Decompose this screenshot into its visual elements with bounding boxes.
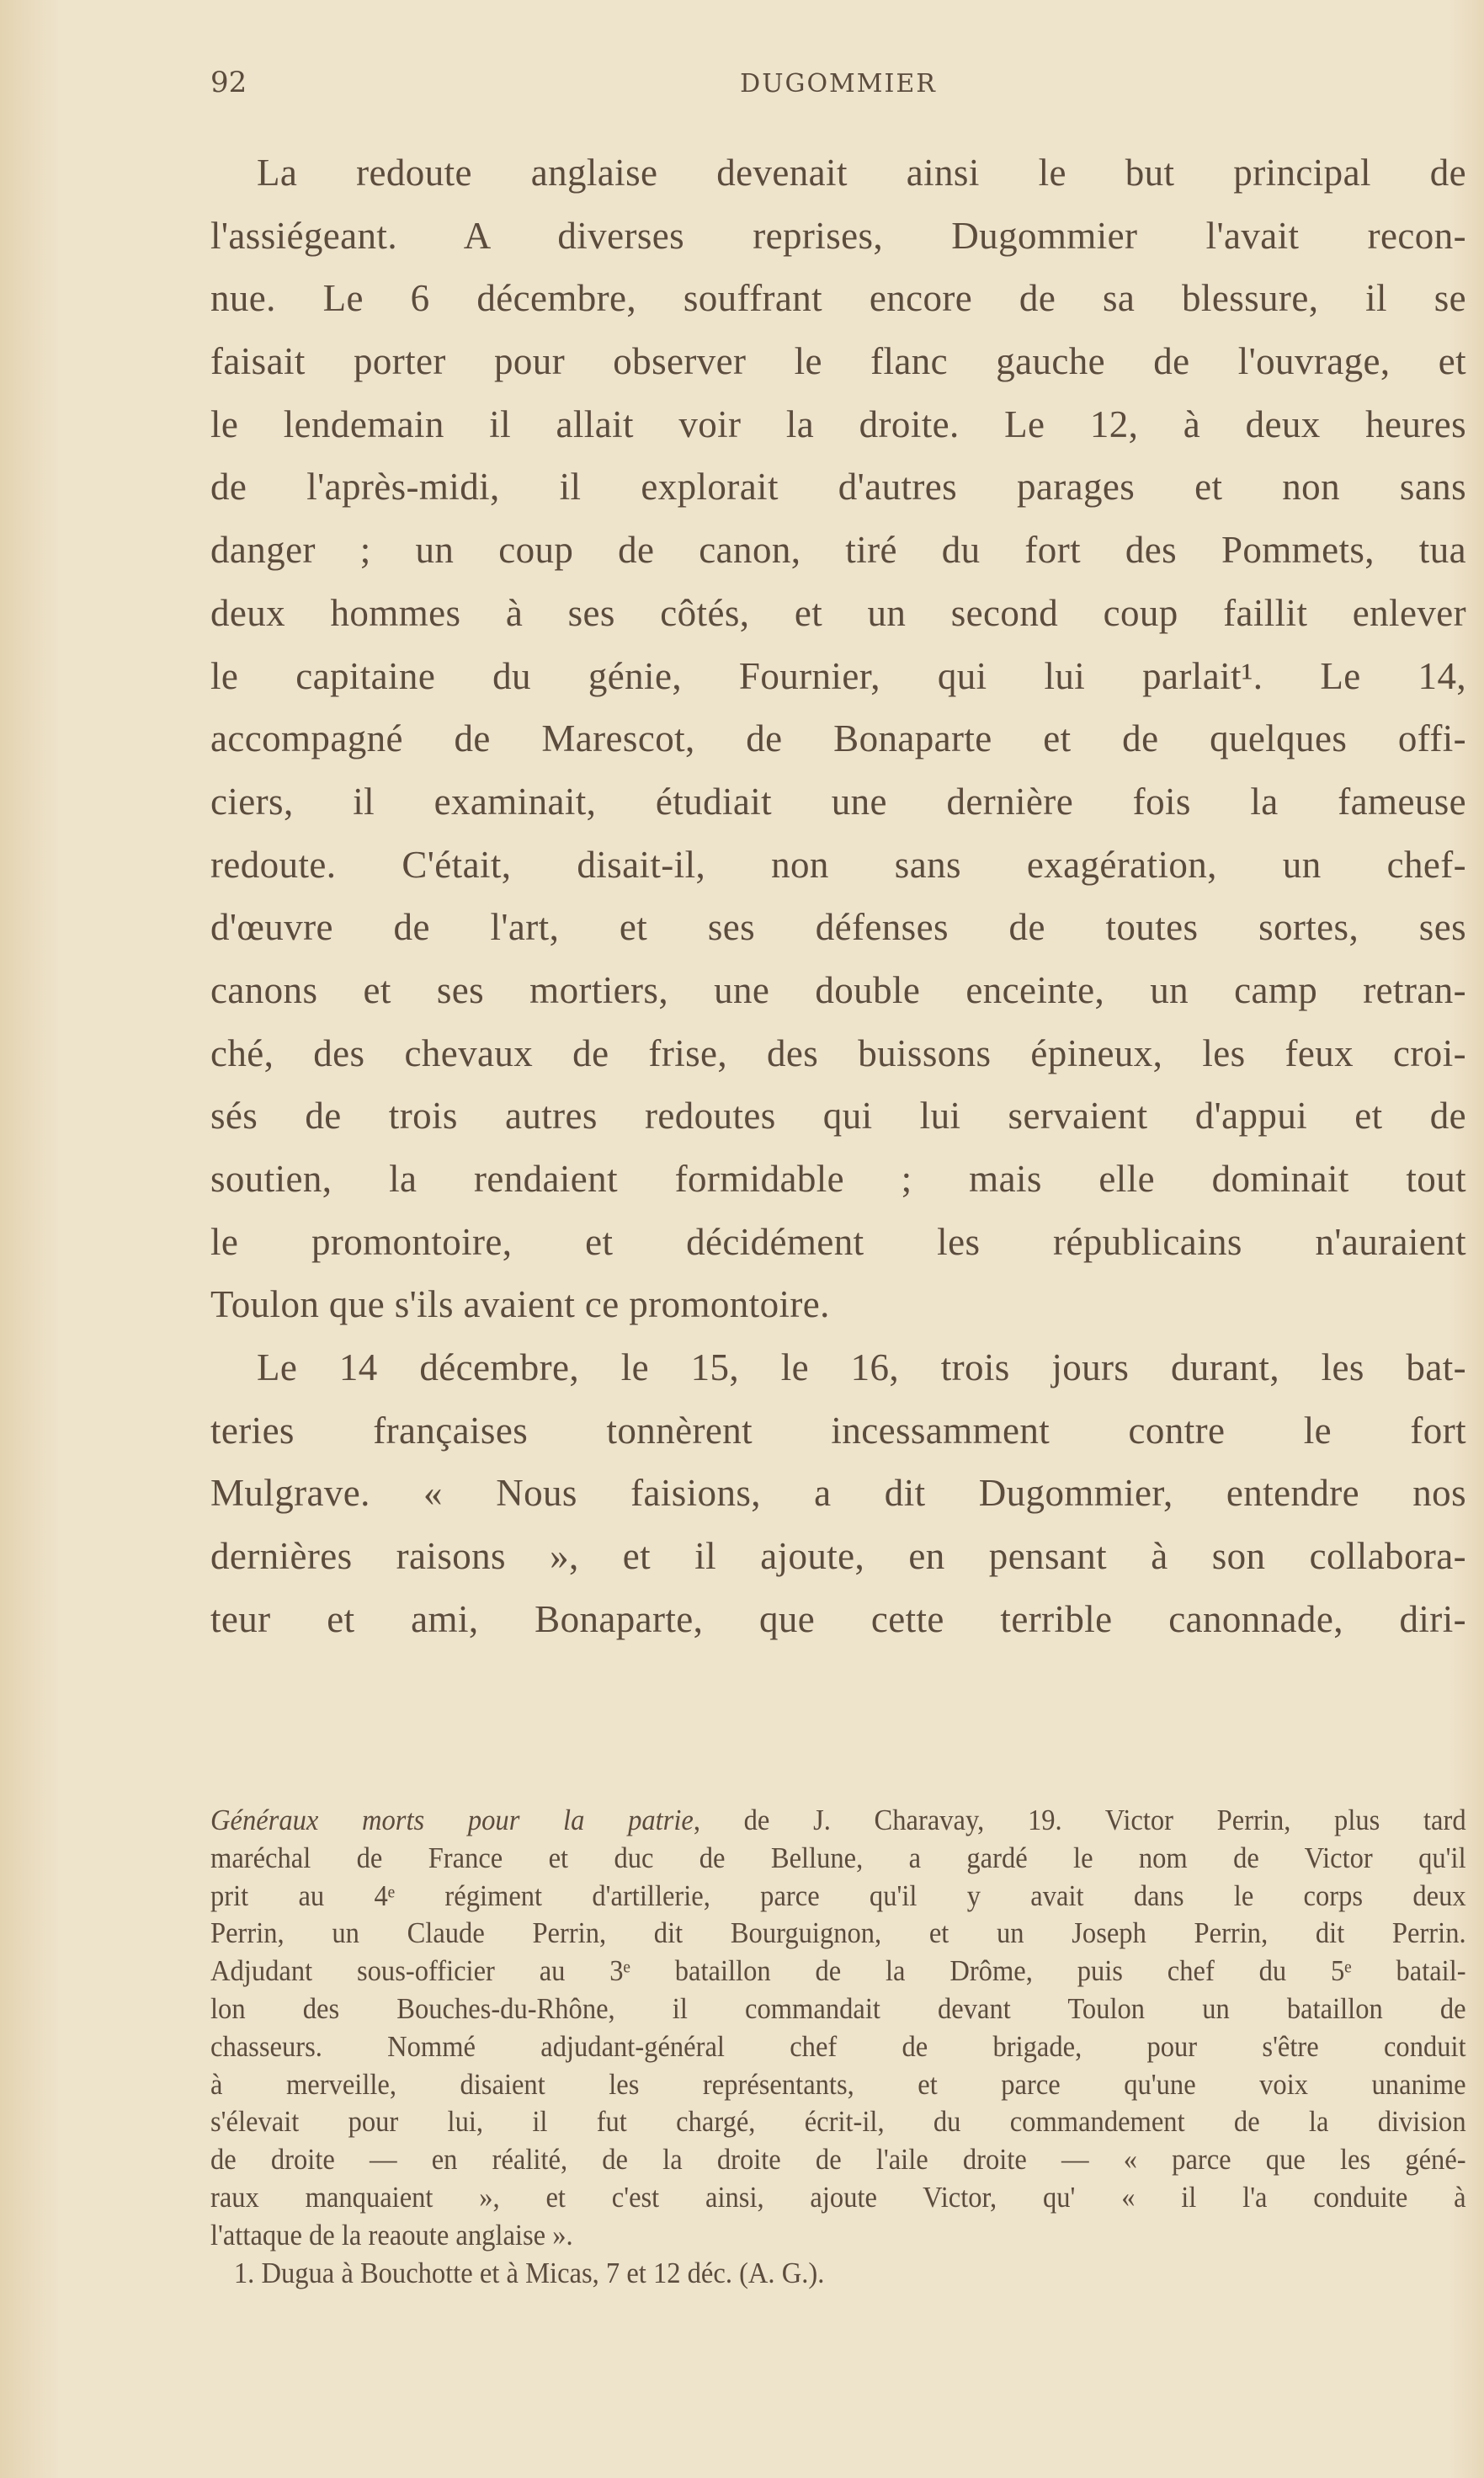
footnote-line: l'attaque de la reaoute anglaise ».	[210, 2218, 573, 2252]
body-line: d'œuvre de l'art, et ses défenses de toutes sortes, ses	[210, 906, 1466, 949]
footnote-line: maréchal de France et duc de Bellune, a gardé le nom de Victor qu'il	[210, 1841, 1466, 1874]
page-header	[210, 66, 1466, 108]
footnote-line: chasseurs. Nommé adjudant-général chef de brigade, pour s'être conduit	[210, 2029, 1466, 2063]
footnote-line: Adjudant sous-officier au 3ᵉ bataillon de la Drôme, puis chef du 5ᵉ batail-	[210, 1954, 1466, 1988]
body-line: le promontoire, et décidément les républicains n'auraient	[210, 1220, 1466, 1263]
footnotes	[210, 1802, 1466, 2292]
body-line: teries françaises tonnèrent incessamment contre le fort	[210, 1409, 1466, 1452]
body-line: le capitaine du génie, Fournier, qui lui parlait¹. Le 14,	[210, 654, 1466, 697]
footnote-line: de droite — en réalité, de la droite de l'aile droite — « parce que les géné-	[210, 2143, 1466, 2177]
body-line: faisait porter pour observer le flanc gauche de l'ouvrage, et	[210, 340, 1466, 383]
footnote-line: Perrin, un Claude Perrin, dit Bourguignon, et un Joseph Perrin, dit Perrin.	[210, 1916, 1466, 1950]
body-line: Mulgrave. « Nous faisions, a dit Dugommier, entendre nos	[210, 1472, 1466, 1515]
footnote-1: 1. Dugua à Bouchotte et à Micas, 7 et 12 déc. (A. G.).	[233, 2256, 825, 2289]
body-line: sés de trois autres redoutes qui lui servaient d'appui et de	[210, 1095, 1466, 1138]
footnote-line: raux manquaient », et c'est ainsi, ajoute Victor, qu' « il l'a conduite à	[210, 2180, 1466, 2214]
footnote-line: s'élevait pour lui, il fut chargé, écrit-il, du commandement de la division	[210, 2105, 1466, 2139]
footnote-book-title: Généraux morts pour la patrie	[210, 1804, 694, 1836]
body-line: canons et ses mortiers, une double enceinte, un camp retran-	[210, 968, 1466, 1011]
body-line: accompagné de Marescot, de Bonaparte et de quelques offi-	[210, 717, 1466, 760]
body-line: de l'après-midi, il explorait d'autres parages et non sans	[210, 466, 1466, 509]
body-line: Toulon que s'ils avaient ce promontoire.	[210, 1283, 830, 1326]
running-head: DUGOMMIER	[740, 69, 937, 99]
body-line: l'assiégeant. A diverses reprises, Dugommier l'avait recon-	[210, 214, 1466, 257]
body-line: ché, des chevaux de frise, des buissons épineux, les feux croi-	[210, 1031, 1466, 1074]
page-number: 92	[210, 66, 247, 99]
footnote-line	[210, 1802, 1466, 1840]
body-line: le lendemain il allait voir la droite. Le 12, à deux heures	[210, 402, 1466, 445]
body-line: danger ; un coup de canon, tiré du fort des Pommets, tua	[210, 529, 1466, 572]
body-line: nue. Le 6 décembre, souffrant encore de sa blessure, il se	[210, 277, 1466, 320]
body-line: soutien, la rendaient formidable ; mais elle dominait tout	[210, 1158, 1466, 1200]
body-line: Le 14 décembre, le 15, le 16, trois jours durant, les bat-	[257, 1346, 1466, 1389]
footnote-line: à merveille, disaient les représentants, et parce qu'une voix unanime	[210, 2067, 1466, 2101]
body-line: teur et ami, Bonaparte, que cette terrible canonnade, diri-	[210, 1597, 1466, 1640]
body-line: ciers, il examinait, étudiait une dernière fois la fameuse	[210, 780, 1466, 823]
body-line: La redoute anglaise devenait ainsi le but principal de	[257, 152, 1466, 194]
page-left-edge	[0, 0, 59, 2478]
footnote-text: , de J. Charavay, 19. Victor Perrin, plus tard	[693, 1804, 1466, 1836]
body-line: dernières raisons », et il ajoute, en pensant à son collabora-	[210, 1535, 1466, 1578]
body-line: redoute. C'était, disait-il, non sans exagération, un chef-	[210, 843, 1466, 886]
footnote-line: prit au 4ᵉ régiment d'artillerie, parce qu'il y avait dans le corps deux	[210, 1878, 1466, 1912]
body-line: deux hommes à ses côtés, et un second coup faillit enlever	[210, 591, 1466, 634]
footnote-line: lon des Bouches-du-Rhône, il commandait devant Toulon un bataillon de	[210, 1991, 1466, 2025]
body-text	[210, 141, 1466, 1651]
